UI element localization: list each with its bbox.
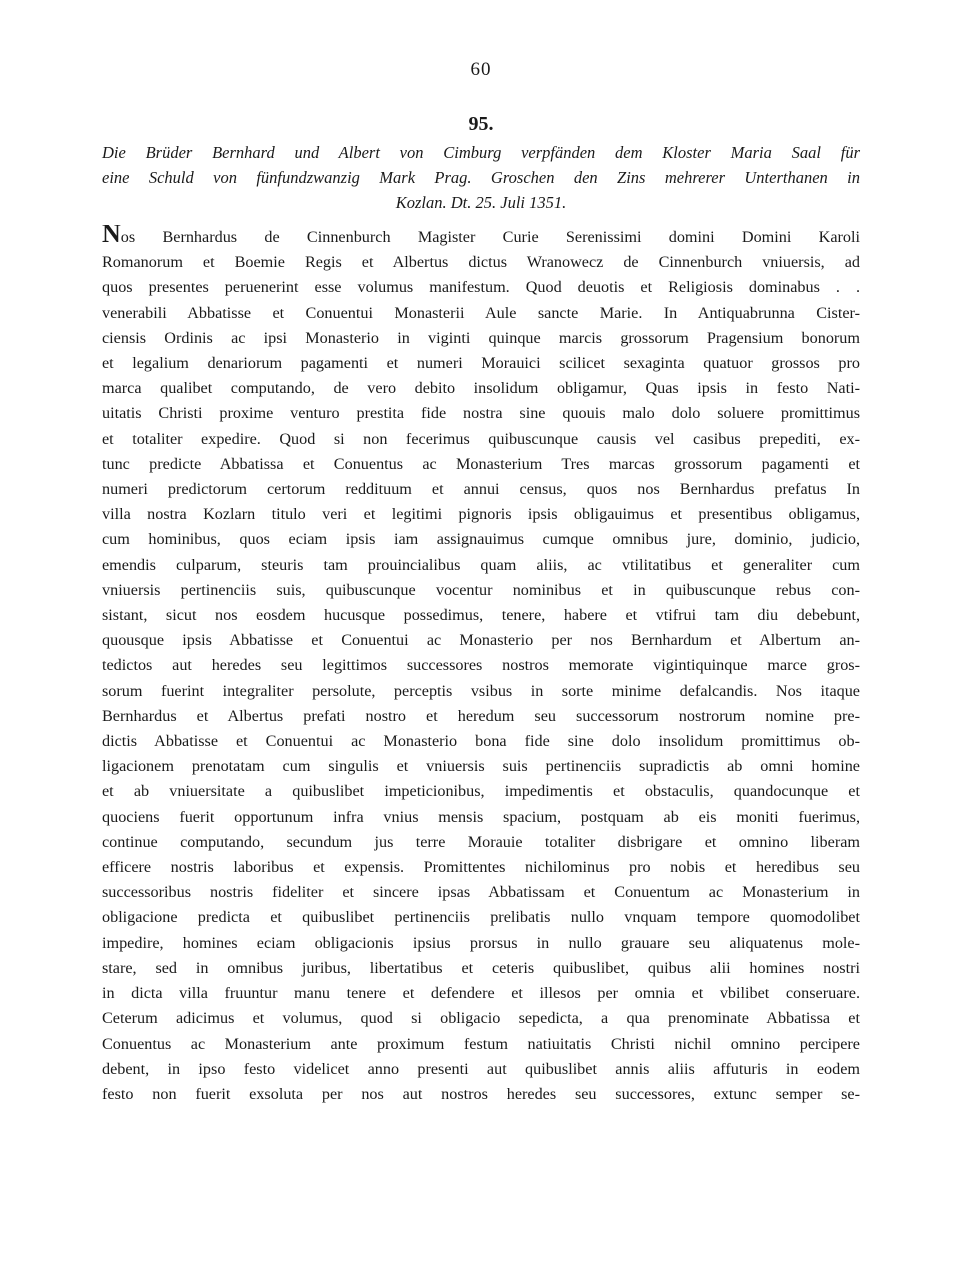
text-line: quociens fuerit opportunum infra vnius mensis spacium, postquam ab eis moniti fuerimus, <box>102 807 860 826</box>
text-line: debent, in ipso festo videlicet anno presenti aut quibuslibet annis aliis affuturis in eodem <box>102 1059 860 1078</box>
text-line: in dicta villa fruuntur manu tenere et defendere et illesos per omnia et vbilibet conseruare. <box>102 984 860 1003</box>
text-line: cum hominibus, quos eciam ipsis iam assignauimus cumque omnibus jure, dominio, judicio, <box>102 530 860 549</box>
text-line: impedire, homines eciam obligacionis ipsius prorsus in nullo grauare seu aliquatenus mole- <box>102 933 860 952</box>
text-line: emendis culparum, steuris tam prouincialibus quam aliis, ac vtilitatibus et generaliter cum <box>102 555 860 574</box>
regest-summary <box>102 140 860 215</box>
text-line: Bernhardus et Albertus prefati nostro et heredum seu successorum nostrorum nomine pre- <box>102 706 860 725</box>
text-line: sistant, sicut nos eosdem hucusque possedimus, tenere, habere et vtifrui tam diu debebunt, <box>102 606 860 625</box>
text-line: festo non fuerit exsoluta per nos aut nostros heredes seu successores, extunc semper se- <box>102 1084 860 1103</box>
text-line: dictis Abbatisse et Conuentui ac Monasterio bona fide sine dolo insolidum promittimus ob- <box>102 732 860 751</box>
text-line: tunc predicte Abbatissa et Conuentus ac Monasterium Tres marcas grossorum pagamenti et <box>102 454 860 473</box>
regest-line: Kozlan. Dt. 25. Juli 1351. <box>395 193 567 212</box>
text-line: ciensis Ordinis ac ipsi Monasterio in viginti quinque marcis grossorum Pragensium bonorum <box>102 328 860 347</box>
text-line: tedictos aut heredes seu legittimos successores nostros memorate vigintiquinque marce gros- <box>102 656 860 675</box>
text-line: quos presentes peruenerint esse volumus manifestum. Quod deuotis et Religiosis dominabus . . <box>102 278 860 297</box>
text-line: et totaliter expedire. Quod si non fecerimus quibuscunque causis vel casibus prepediti, ex- <box>102 429 860 448</box>
text-line: continue computando, secundum jus terre Morauie totaliter disbrigare et omnino liberam <box>102 832 860 851</box>
regest-line: Die Brüder Bernhard und Albert von Cimburg verpfänden dem Kloster Maria Saal für <box>102 143 860 162</box>
document-page <box>102 58 860 1107</box>
text-line: Romanorum et Boemie Regis et Albertus dictus Wranowecz de Cinnenburch vniuersis, ad <box>102 253 860 272</box>
text-line: quousque ipsis Abbatisse et Conuentui ac Monasterio per nos Bernhardum et Albertum an- <box>102 631 860 650</box>
text-line: vniuersis pertinenciis suis, quibuscunque vocentur nominibus et in quibuscunque rebus con- <box>102 580 860 599</box>
document-number: 95. <box>468 113 494 135</box>
text-line: Conuentus ac Monasterium ante proximum festum natiuitatis Christi nichil omnino percipere <box>102 1034 860 1053</box>
page-number: 60 <box>470 59 492 80</box>
text-line <box>102 225 860 250</box>
text-line: marca qualibet computando, de vero debito insolidum obligamur, Quas ipsis in festo Nati- <box>102 379 860 398</box>
text-line: uitatis Christi proxime venturo prestita fide nostra sine quouis malo dolo soluere promittimus <box>102 404 860 423</box>
text-line: sorum fuerint integraliter persolute, perceptis vsibus in sorte minime defalcandis. Nos itaque <box>102 681 860 700</box>
initial-letter: N <box>102 225 121 248</box>
text-line: venerabili Abbatisse et Conuentui Monasterii Aule sancte Marie. In Antiquabrunna Cister- <box>102 303 860 322</box>
text-line: villa nostra Kozlarn titulo veri et legitimi pignoris ipsis obligauimus et presentibus obligamus, <box>102 505 860 524</box>
text-line: obligacione predicta et quibuslibet pertinenciis prelibatis nullo vnquam tempore quomodolibet <box>102 908 860 927</box>
text-line: numeri predictorum certorum reddituum et annui census, quos nos Bernhardus prefatus In <box>102 480 860 499</box>
text-line: stare, sed in omnibus juribus, libertatibus et ceteris quibuslibet, quibus alii homines nostri <box>102 958 860 977</box>
text-line: Ceterum adicimus et volumus, quod si obligacio sepedicta, a qua prenominate Abbatissa et <box>102 1009 860 1028</box>
text-line: et legalium denariorum pagamenti et numeri Morauici scilicet sexaginta quatuor grossos pro <box>102 354 860 373</box>
text-line: successoribus nostris fideliter et sincere ipsas Abbatissam et Conuentum ac Monasterium in <box>102 883 860 902</box>
text-line: efficere nostris laboribus et expensis. Promittentes nichilominus pro nobis et heredibus seu <box>102 858 860 877</box>
text-line: ligacionem prenotatam cum singulis et vniuersis suis pertinenciis supradictis ab omni homine <box>102 757 860 776</box>
text-line-content: os Bernhardus de Cinnenburch Magister Curie Serenissimi domini Domini Karoli <box>120 228 860 246</box>
regest-line: eine Schuld von fünfundzwanzig Mark Prag. Groschen den Zins mehrerer Unterthanen in <box>102 168 860 187</box>
charter-text <box>102 225 860 1107</box>
text-line: et ab vniuersitate a quibuslibet impeticionibus, impedimentis et obstaculis, quandocunque et <box>102 782 860 801</box>
